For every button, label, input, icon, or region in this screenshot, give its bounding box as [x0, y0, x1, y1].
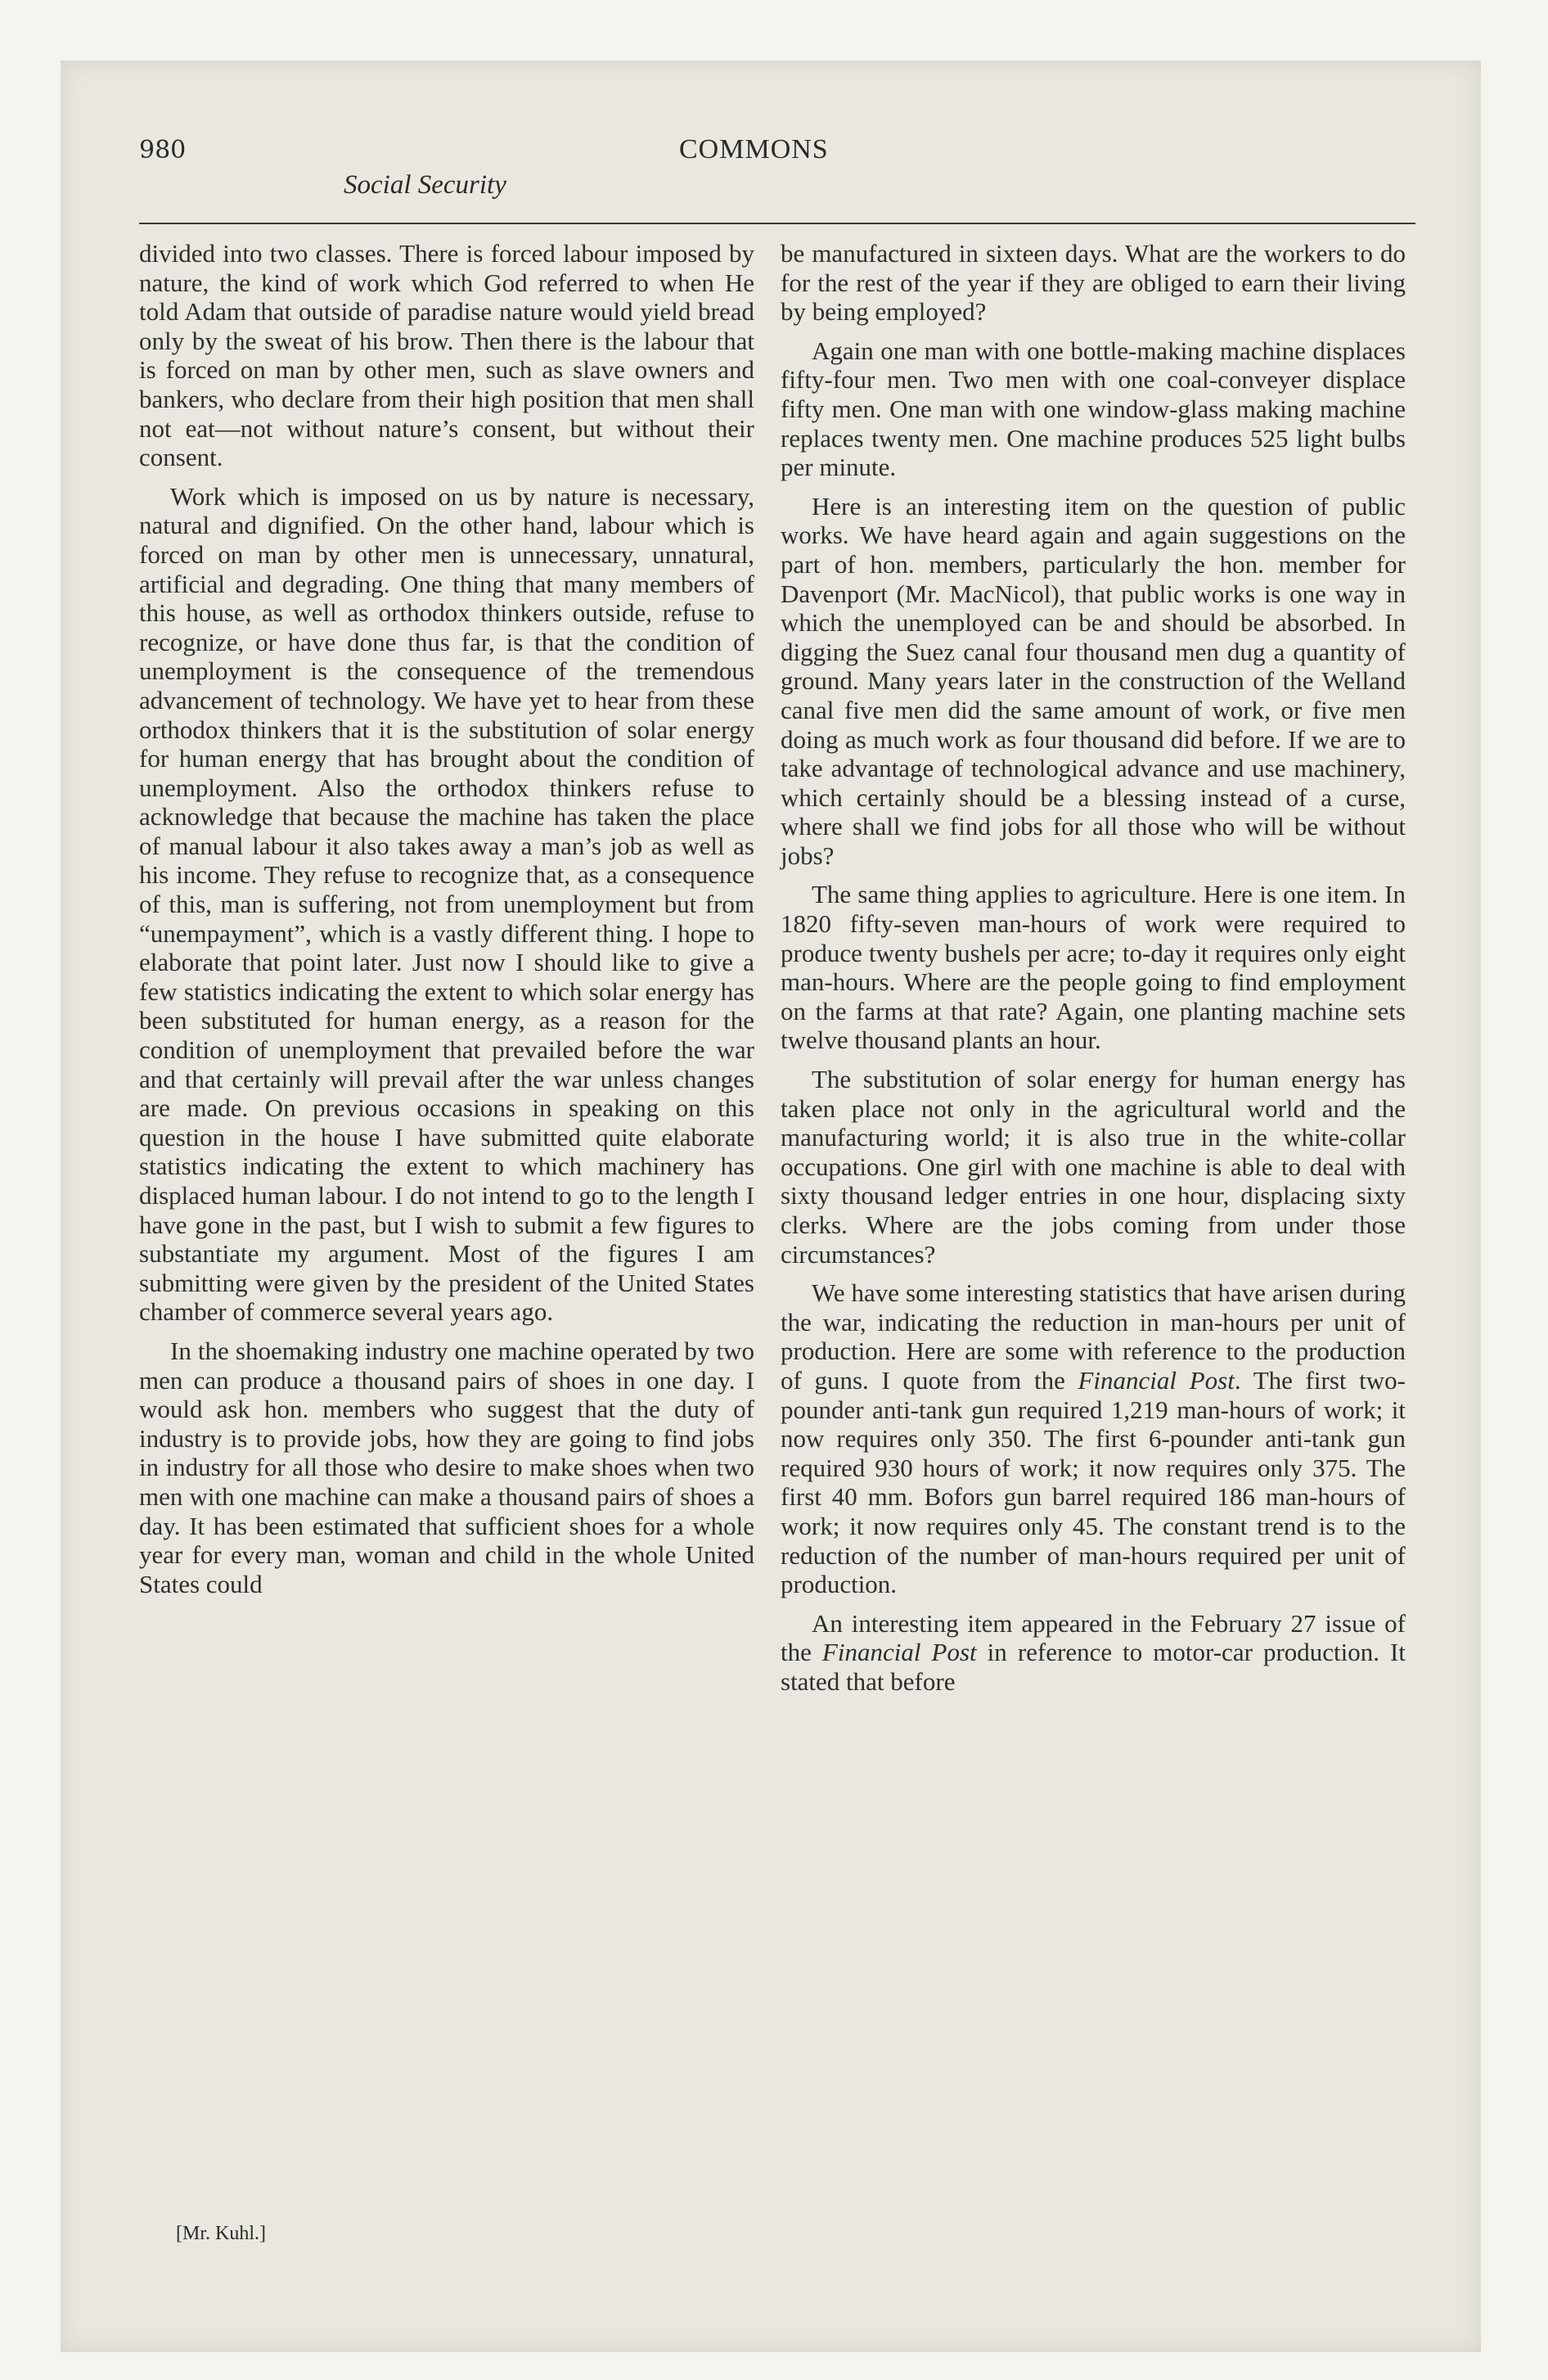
paragraph: Here is an interesting item on the question of public works. We have heard again and again suggestions on the part of hon. members, particularly the hon. member for Davenport (Mr. MacNicol), that public works is one way in which the unemployed can be and should be absorbed. In digging the Suez canal four thousand men dug a quantity of ground. Many years later in the construction of the Welland canal five men did the same amount of work, or five men doing as much work as four thousand did before. If we are to take advantage of technological advance and use machinery, which certainly should be a blessing instead of a curse, where shall we find jobs for all those who will be without jobs? [781, 491, 1406, 870]
publication-title: Financial Post [821, 1638, 977, 1667]
left-column [139, 239, 754, 1608]
paragraph: divided into two classes. There is forced labour imposed by nature, the kind of work which God referred to when He told Adam that outside of paradise nature would yield bread only by the sweat of his brow. Then there is the labour that is forced on man by other men, such as slave owners and bankers, who declare from their high position that men shall not eat—not without nature’s consent, but without their consent. [139, 239, 754, 472]
page-header [139, 123, 1415, 221]
page-number: 980 [139, 136, 187, 165]
paragraph: be manufactured in sixteen days. What are the workers to do for the rest of the year if they are obliged to earn their living by being employed? [781, 239, 1406, 327]
section-title: Social Security [344, 170, 506, 200]
paragraph [781, 1609, 1406, 1697]
running-head: COMMONS [679, 134, 829, 165]
paragraph: Again one man with one bottle-making machine displaces fifty-four men. Two men with one coal-conveyer displace fifty men. One man with one window-glass making machine replaces twenty men. One machine produces 525 light bulbs per minute. [781, 336, 1406, 482]
right-column [781, 239, 1406, 1706]
publication-title: Financial Post [1078, 1365, 1235, 1395]
paragraph: In the shoemaking industry one machine operated by two men can produce a thousand pairs of shoes in one day. I would ask hon. members who suggest that the duty of industry is to provide jobs, how they are going to find jobs in industry for all those who desire to make shoes when two men with one machine can make a thousand pairs of shoes a day. It has been estimated that sufficient shoes for a whole year for every man, woman and child in the whole United States could [139, 1336, 754, 1598]
paragraph: Work which is imposed on us by nature is necessary, natural and dignified. On the other hand, labour which is forced on man by other men is unnecessary, unnatural, artificial and degrading. One thing that many members of this house, as well as orthodox thinkers outside, refuse to recognize, or have done thus far, is that the condition of unemployment is the consequence of the tremendous advancement of technology. We have yet to hear from these orthodox thinkers that it is the substitution of solar energy for human energy that has brought about the condition of unemployment. Also the orthodox thinkers refuse to acknowledge that because the machine has taken the place of manual labour it also takes away a man’s job as well as his income. They refuse to recognize that, as a consequence of this, man is suffering, not from unemployment but from “unempayment”, which is a vastly different thing. I hope to elaborate that point later. Just now I should like to give a few statistics indicating the extent to which solar energy has been substituted for human energy, as a reason for the condition of unemployment that prevailed before the war and that certainly will prevail after the war unless changes are made. On previous occasions in speaking on this question in the house I have submitted quite elaborate statistics indicating the extent to which machinery has displaced human labour. I do not intend to go to the length I have gone in the past, but I wish to submit a few figures to substantiate my argument. Most of the figures I am submitting were given by the president of the United States chamber of commerce several years ago. [139, 481, 754, 1327]
paragraph: The substitution of solar energy for human energy has taken place not only in the agricultural world and the manufacturing world; it is also true in the white-collar occupations. One girl with one machine is able to deal with sixty thousand ledger entries in one hour, displacing sixty clerks. Where are the jobs coming from under those circumstances? [781, 1065, 1406, 1269]
speaker-tag: [Mr. Kuhl.] [176, 2223, 266, 2244]
paragraph [781, 1278, 1406, 1599]
text-run: We have some interesting statistics that have arisen during the war, indicating the reduction in man-hours per unit of production. Here are some with reference to the production of guns. I quote from the [781, 1278, 1406, 1395]
text-run: An interesting item appeared in the February 27 issue of the [781, 1608, 1406, 1667]
text-run: . The first two-pounder anti-tank gun required 1,219 man-hours of work; it now requires only 350. The first 6-pounder anti-tank gun required 930 hours of work; it now requires only 375. The first 40 mm. Bofors gun barrel required 186 man-hours of work; it now requires only 45. The constant trend is to the reduction of the number of man-hours required per unit of production. [781, 1365, 1406, 1599]
header-rule [139, 223, 1415, 224]
paragraph: The same thing applies to agriculture. Here is one item. In 1820 fifty-seven man-hours of work were required to produce twenty bushels per acre; to-day it requires only eight man-hours. Where are the people going to find employment on the farms at that rate? Again, one planting machine sets twelve thousand plants an hour. [781, 880, 1406, 1055]
text-run: in reference to motor-car production. It stated that before [781, 1638, 1406, 1696]
